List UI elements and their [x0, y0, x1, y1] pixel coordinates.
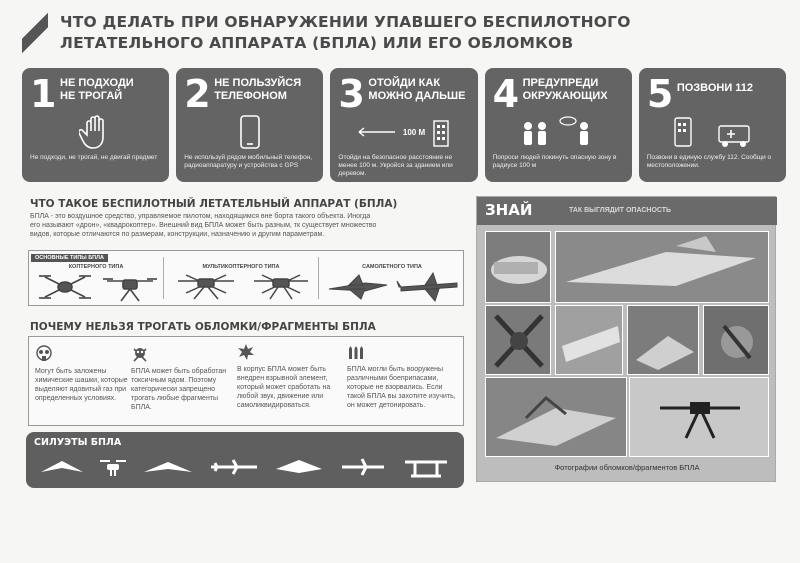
page-title-line2: ЛЕТАТЕЛЬНОГО АППАРАТА (БПЛА) ИЛИ ЕГО ОБЛОМКОВ — [60, 34, 574, 52]
step-title — [60, 77, 134, 103]
what-is-text — [30, 212, 470, 239]
type-plane — [319, 251, 465, 305]
multicopter-icon — [170, 271, 314, 303]
hand-stop-icon — [22, 112, 169, 152]
ammo-icon — [347, 343, 365, 361]
steps-row — [22, 68, 786, 182]
emergency-call-icon — [639, 112, 786, 152]
type-multicopter — [164, 251, 318, 305]
section-heading-why-not: ПОЧЕМУ НЕЛЬЗЯ ТРОГАТЬ ОБЛОМКИ/ФРАГМЕНТЫ БПЛА — [30, 321, 376, 333]
debris-photo — [703, 305, 769, 375]
silhouettes-panel — [26, 432, 464, 488]
uav-types-tag: ОСНОВНЫЕ ТИПЫ БПЛА — [31, 254, 108, 262]
step-card-3 — [330, 68, 477, 182]
step-title-line1: ПОЗВОНИ 112 — [676, 82, 754, 94]
step-number: 2 — [184, 72, 211, 116]
distance-icon — [330, 112, 477, 152]
people-icon — [485, 112, 632, 152]
page-title-line1: ЧТО ДЕЛАТЬ ПРИ ОБНАРУЖЕНИИ УПАВШЕГО БЕСПИЛОТНОГО — [60, 13, 631, 31]
warning-text: Могут быть заложены химические шашки, которые выделяют ядовитый газ при определенных условиях. — [35, 368, 128, 402]
delta-wing-silhouette-icon — [142, 458, 194, 476]
step-title-line1: НЕ ПОЛЬЗУЙСЯ — [214, 77, 302, 89]
step-title — [214, 77, 301, 103]
fixed-wing-drone-icon — [325, 271, 461, 303]
step-desc: Позвони в единую службу 112. Сообщи о местоположении. — [646, 154, 772, 169]
warning-text: В корпус БПЛА может быть внедрен взрывной элемент, который может сработать на любой звук, движение или самоликвидироваться. — [237, 366, 331, 409]
step-title-line2: ОКРУЖАЮЩИХ — [522, 90, 608, 102]
kite-wing-silhouette-icon — [274, 457, 324, 477]
step-title — [368, 77, 465, 103]
warning-text: БПЛА может быть обработан токсичным ядом. Поэтому категорически запрещено трогать любые фрагменты БПЛА. — [131, 368, 227, 411]
step-number: 1 — [30, 72, 57, 116]
step-title — [523, 77, 608, 103]
step-card-4 — [485, 68, 632, 182]
step-title-line2: МОЖНО ДАЛЬШЕ — [368, 90, 466, 102]
step-title-line1: НЕ ПОДХОДИ — [60, 77, 134, 89]
type-copter-label: КОПТЕРНОГО ТИПА — [68, 264, 124, 270]
debris-photo — [629, 377, 769, 457]
type-multicopter-label: МУЛЬТИКОПТЕРНОГО ТИПА — [202, 264, 280, 270]
building-icon — [431, 117, 451, 147]
gas-mask-icon — [35, 345, 53, 363]
debris-photo — [555, 305, 623, 375]
warning-item — [35, 345, 135, 403]
what-is-line: БПЛА - это воздушное средство, управляемое пилотом, находящимся вне борта такого объекта. Иногда — [30, 213, 371, 220]
uav-types-panel — [28, 250, 464, 306]
flying-wing-silhouette-icon — [39, 458, 85, 476]
quadcopter-icon — [35, 271, 159, 303]
type-copter — [29, 251, 163, 305]
photo-caption: Фотографии обломков/фрагментов БПЛА — [554, 463, 700, 472]
step-desc: Попроси людей покинуть опасную зону в радиусе 100 м — [492, 154, 617, 169]
type-plane-label: САМОЛЕТНОГО ТИПА — [362, 264, 422, 270]
step-title — [677, 82, 753, 95]
warning-item — [237, 343, 337, 410]
step-title-line2: ТЕЛЕФОНОМ — [214, 90, 287, 102]
section-heading-silhouettes: СИЛУЭТЫ БПЛА — [34, 437, 122, 448]
silhouette-row — [32, 452, 458, 482]
warning-item — [347, 343, 459, 410]
header-stripe-decoration — [22, 10, 48, 56]
debris-photo — [485, 377, 627, 457]
quadcopter-silhouette-icon — [98, 456, 128, 478]
step-desc: Не подходи, не трогай, не двигай предмет — [30, 154, 158, 161]
what-is-line: его называют «дрон», «квадрокоптер». Внешний вид БПЛА может быть разным, тк существует множество — [30, 222, 377, 229]
explosion-icon — [237, 343, 255, 361]
know-subtitle: ТАК ВЫГЛЯДИТ ОПАСНОСТЬ — [569, 207, 672, 214]
step-number: 4 — [492, 72, 520, 116]
what-is-line: видов, которые отличаются по размерам, конструкции, назначению и другим параметрам. — [30, 231, 325, 238]
know-panel — [476, 196, 776, 482]
skull-icon — [131, 345, 149, 363]
step-card-2 — [176, 68, 323, 182]
phone-icon — [176, 112, 323, 152]
step-card-5 — [639, 68, 786, 182]
warnings-panel — [28, 336, 464, 426]
step-title-line1: ОТОЙДИ КАК — [368, 77, 441, 89]
warning-text: БПЛА могли быть вооружены различными боеприпасами, которые не взорвались. Если такой БПЛА вы захотите изучить, он может детонировать. — [347, 366, 456, 409]
step-number: 5 — [646, 72, 674, 116]
debris-photo — [485, 305, 551, 375]
step-number: 3 — [338, 72, 365, 116]
section-heading-what-is: ЧТО ТАКОЕ БЕСПИЛОТНЫЙ ЛЕТАТЕЛЬНЫЙ АППАРАТ (БПЛА) — [30, 198, 398, 210]
distance-label: 100 М — [402, 127, 426, 137]
debris-photo — [627, 305, 699, 375]
cruise-drone-silhouette-icon — [338, 455, 388, 479]
warning-item — [131, 345, 231, 412]
plane-silhouette-icon — [207, 456, 261, 478]
step-card-1 — [22, 68, 169, 182]
debris-photo — [485, 231, 551, 303]
step-title-line2: НЕ ТРОГАЙ — [60, 90, 123, 102]
step-title-line1: ПРЕДУПРЕДИ — [522, 77, 599, 89]
step-desc: Не используй рядом мобильный телефон, радиоаппаратуру и устройства с GPS — [184, 154, 313, 169]
debris-photo — [555, 231, 769, 303]
know-title: ЗНАЙ — [485, 201, 533, 219]
page-title — [60, 12, 780, 54]
twin-boom-drone-silhouette-icon — [401, 452, 451, 482]
step-desc: Отойди на безопасное расстояние не менее 100 м. Укройся за зданием или деревом. — [338, 154, 453, 177]
